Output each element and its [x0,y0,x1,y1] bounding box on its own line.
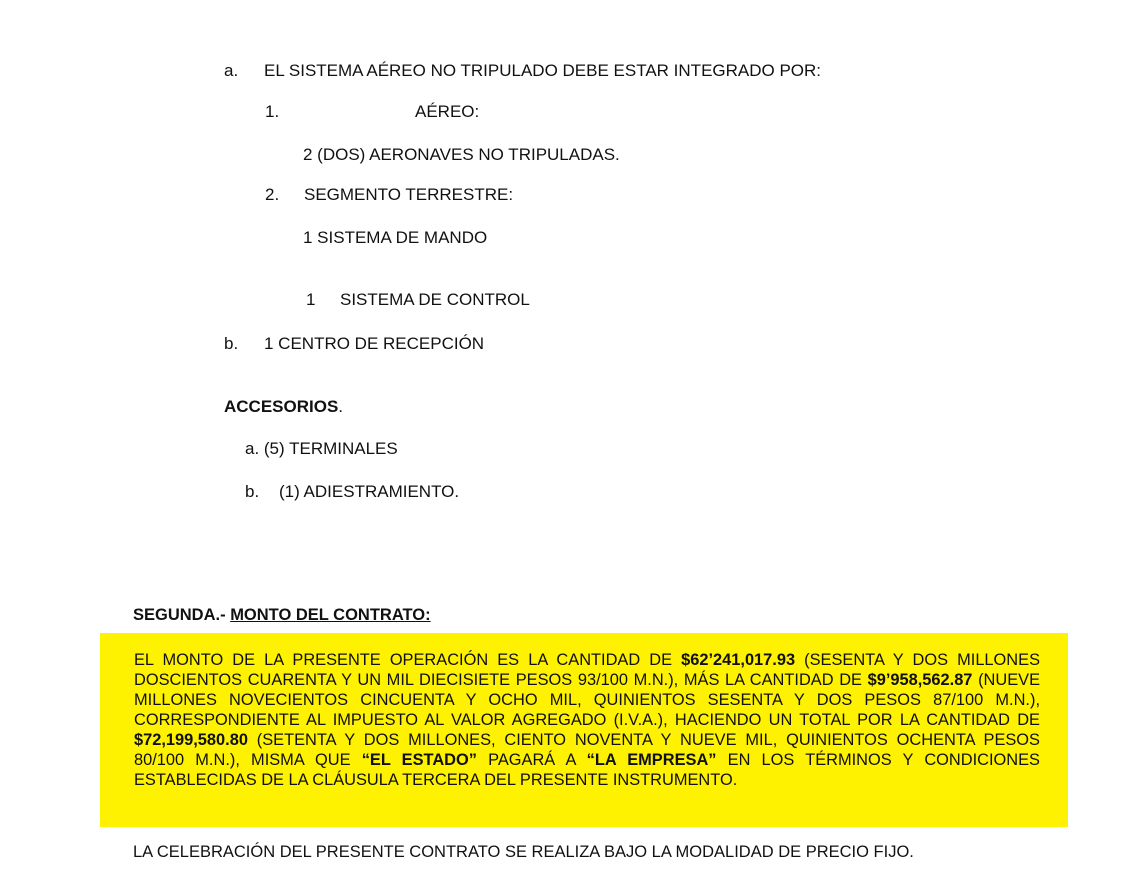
item-1-label: AÉREO: [415,102,480,121]
party-la-empresa: “LA EMPRESA” [586,751,717,769]
accesorios-title: ACCESORIOS [224,397,339,416]
amount-subtotal: $62’241,017.93 [681,651,796,669]
section-b-line [224,334,484,354]
section-a-text: EL SISTEMA AÉREO NO TRIPULADO DEBE ESTAR INTEGRADO POR: [264,61,822,80]
section-b-marker: b. [224,334,239,353]
contract-amount-highlight [100,633,1068,827]
accesorios-item-a: a. (5) TERMINALES [245,439,398,458]
section-b-text: 1 CENTRO DE RECEPCIÓN [264,334,485,353]
paragraph-part-2: (SESENTA Y DOS MILLONES DOSCIENTOS CUARENTA Y UN MIL DIECISIETE PESOS 93/100 M.N.), MÁS LA CANTIDAD DE [134,651,1041,689]
paragraph-part-6: EN LOS TÉRMINOS Y CONDICIONES ESTABLECIDAS DE LA CLÁUSULA TERCERA DEL PRESENTE INSTRUMENTO. [134,751,1040,789]
amount-iva: $9’958,562.87 [867,671,973,689]
item-1-line [265,102,479,122]
item-1-number: 1. [265,102,280,121]
item-2-label: SEGMENTO TERRESTRE: [304,185,514,204]
item-2-detail-2-number: 1 [306,290,316,309]
section-a-marker: a. [224,61,239,80]
item-2-detail-1: 1 SISTEMA DE MANDO [303,228,488,247]
paragraph-part-4: (SETENTA Y DOS MILLONES, CIENTO NOVENTA Y NUEVE MIL, QUINIENTOS OCHENTA PESOS 80/100 M.N.), MISMA QUE [134,731,1040,769]
paragraph-part-5: PAGARÁ A [476,751,587,769]
paragraph-part-3: (NUEVE MILLONES NOVECIENTOS CINCUENTA Y OCHO MIL, QUINIENTOS SESENTA Y DOS PESOS 87/100 M.N.), CORRESPONDIENTE AL IMPUESTO AL VALOR AGREGADO (I.V.A.), HACIENDO UN TOTAL POR LA CANTIDAD DE [134,671,1041,729]
accesorios-item-b [245,482,459,502]
section-a-line [224,61,821,81]
item-1-detail: 2 (DOS) AERONAVES NO TRIPULADAS. [303,145,620,164]
party-el-estado: “EL ESTADO” [361,751,477,769]
amount-total: $72,199,580.80 [134,731,248,749]
contract-amount-paragraph [134,650,1040,790]
accesorios-item-b-marker: b. [245,482,260,501]
accesorios-heading [224,397,343,417]
item-2-number: 2. [265,185,280,204]
closing-statement: LA CELEBRACIÓN DEL PRESENTE CONTRATO SE REALIZA BAJO LA MODALIDAD DE PRECIO FIJO. [133,843,914,861]
item-2-line [265,185,513,205]
item-2-detail-2 [306,290,530,310]
segunda-heading: SEGUNDA.- [133,606,226,624]
segunda-subheading: MONTO DEL CONTRATO: [230,606,431,624]
segunda-heading-line [133,605,431,625]
item-2-detail-2-text: SISTEMA DE CONTROL [340,290,530,309]
accesorios-item-b-text: (1) ADIESTRAMIENTO. [279,482,460,501]
accesorios-title-suffix: . [338,397,344,416]
paragraph-part-1: EL MONTO DE LA PRESENTE OPERACIÓN ES LA CANTIDAD DE [134,651,682,669]
